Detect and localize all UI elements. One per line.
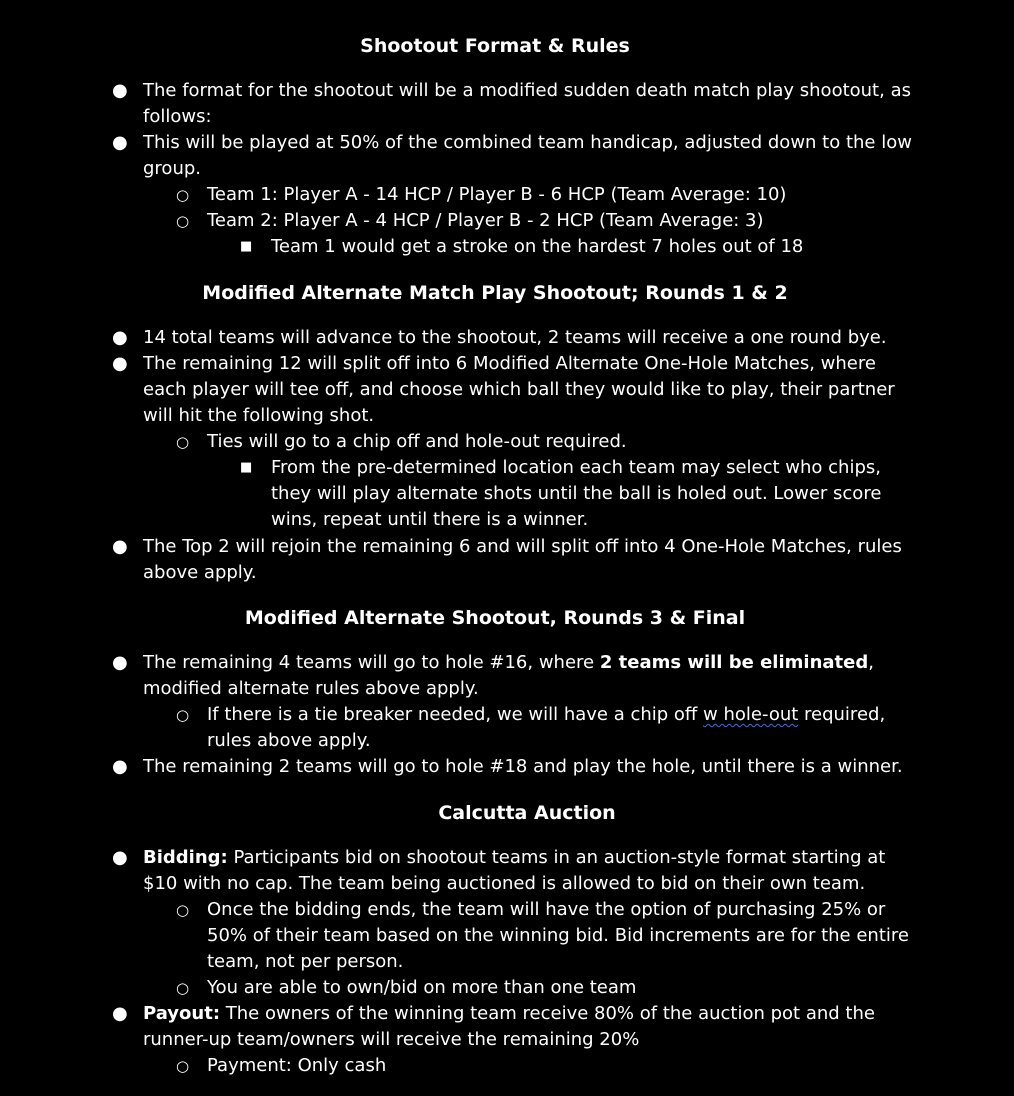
list-item-text [143, 650, 903, 702]
list-item [112, 325, 913, 351]
text-run: , modified alternate rules above apply. [143, 652, 874, 699]
list-item-text: The remaining 2 teams will go to hole #18 and play the hole, until there is a winner. [143, 756, 903, 777]
list-item [176, 702, 907, 754]
list-item [176, 1053, 907, 1079]
list-item [112, 1001, 903, 1053]
circle-bullet-icon: ○ [176, 979, 190, 997]
list-item-text: 14 total teams will advance to the shootout, 2 teams will receive a one round bye. [143, 327, 887, 348]
list-item [176, 429, 907, 455]
list-item [112, 754, 913, 780]
circle-bullet-icon: ○ [176, 433, 190, 451]
bullet-icon: ● [112, 1003, 128, 1024]
text-run: If there is a tie breaker needed, we will have a chip off [207, 704, 704, 725]
bullet-icon: ● [112, 132, 128, 153]
list-item [112, 130, 913, 182]
list-item-text: The format for the shootout will be a modified sudden death match play shootout, as follows: [143, 80, 911, 127]
list-item-text [143, 845, 913, 897]
list-item [176, 182, 917, 208]
heading-rounds-1-2: Modified Alternate Match Play Shootout; Rounds 1 & 2 [202, 282, 788, 304]
circle-bullet-icon: ○ [176, 186, 190, 204]
bidding-label: Bidding: [143, 847, 228, 868]
list-item [112, 351, 903, 429]
list-item [112, 650, 903, 702]
square-bullet-icon: ■ [240, 460, 253, 475]
list-item-text: From the pre-determined location each team may select who chips, they will play alternate shots until the ball is holed out. Lower score wins, repeat until there is a winner. [271, 457, 882, 530]
list-item-text: Team 2: Player A - 4 HCP / Player B - 2 HCP (Team Average: 3) [207, 210, 764, 231]
list-item-text: Ties will go to a chip off and hole-out required. [207, 431, 627, 452]
bullet-icon: ● [112, 652, 128, 673]
list-item-text: You are able to own/bid on more than one team [207, 977, 637, 998]
list-item-text: Payment: Only cash [207, 1055, 387, 1076]
bullet-icon: ● [112, 80, 128, 101]
list-item [112, 78, 913, 130]
list-item-text: This will be played at 50% of the combined team handicap, adjusted down to the low group. [143, 132, 912, 179]
list-item [176, 975, 907, 1001]
text-run: Participants bid on shootout teams in an auction-style format starting at $10 with no cap. The team being auctioned is allowed to bid on their own team. [143, 847, 886, 894]
circle-bullet-icon: ○ [176, 212, 190, 230]
text-run: The remaining 4 teams will go to hole #16, where [143, 652, 600, 673]
payout-label: Payout: [143, 1003, 221, 1024]
heading-shootout-format: Shootout Format & Rules [360, 35, 630, 57]
text-run: The owners of the winning team receive 80% of the auction pot and the runner-up team/owners will receive the remaining 20% [143, 1003, 875, 1050]
list-item [112, 845, 913, 897]
bullet-icon: ● [112, 756, 128, 777]
circle-bullet-icon: ○ [176, 1057, 190, 1075]
list-item-text [207, 702, 907, 754]
list-item-text: Team 1 would get a stroke on the hardest 7 holes out of 18 [271, 236, 804, 257]
bullet-icon: ● [112, 353, 128, 374]
list-item-text: The Top 2 will rejoin the remaining 6 and will split off into 4 One-Hole Matches, rules above apply. [143, 536, 902, 583]
bullet-icon: ● [112, 536, 128, 557]
list-item [176, 897, 927, 975]
text-run: required, rules above apply. [207, 704, 886, 751]
bullet-icon: ● [112, 327, 128, 348]
list-item [240, 234, 911, 260]
heading-rounds-3-final: Modified Alternate Shootout, Rounds 3 & Final [244, 607, 746, 629]
square-bullet-icon: ■ [240, 239, 253, 254]
bullet-icon: ● [112, 847, 128, 868]
list-item-text: Once the bidding ends, the team will have the option of purchasing 25% or 50% of their team based on the winning bid. Bid increments are for the entire team, not per person. [207, 899, 909, 972]
circle-bullet-icon: ○ [176, 706, 190, 724]
list-item [112, 534, 913, 586]
spellcheck-flagged-text[interactable]: w hole-out [703, 704, 799, 725]
list-item-text: Team 1: Player A - 14 HCP / Player B - 6 HCP (Team Average: 10) [207, 184, 787, 205]
list-item [240, 455, 891, 533]
bold-emphasis: 2 teams will be eliminated [599, 652, 869, 673]
list-item-text [143, 1001, 903, 1053]
list-item-text: The remaining 12 will split off into 6 Modified Alternate One-Hole Matches, where each player will tee off, and choose which ball they would like to play, their partner will hit the following shot. [143, 353, 895, 426]
list-item [176, 208, 917, 234]
heading-calcutta-auction: Calcutta Auction [438, 802, 616, 824]
circle-bullet-icon: ○ [176, 901, 190, 919]
